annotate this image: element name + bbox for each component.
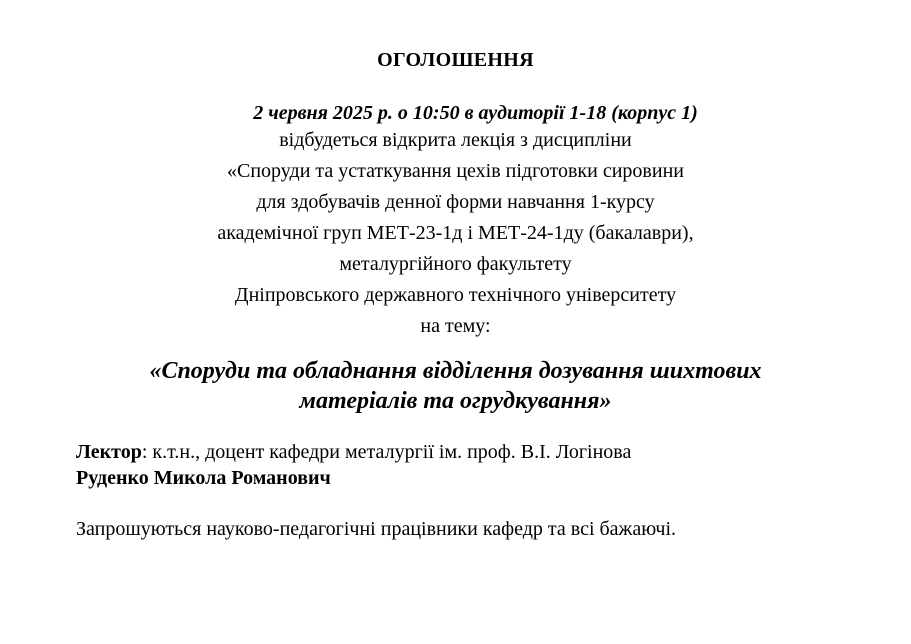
event-date-line: 2 червня 2025 р. о 10:50 в аудиторії 1-18 (корпус 1) (253, 102, 698, 124)
lector-info (76, 440, 631, 465)
event-description (0, 125, 911, 342)
description-line: Дніпровського державного технічного університету (234, 284, 677, 306)
topic-line-1: «Споруди та обладнання відділення дозування шихтових (149, 358, 762, 384)
lecture-topic (0, 356, 911, 416)
lector-name: Руденко Микола Романович (76, 467, 331, 489)
description-line: для здобувачів денної форми навчання 1-курсу (256, 191, 655, 213)
lector-details: : к.т.н., доцент кафедри металургії ім. проф. В.І. Логінова (141, 441, 632, 463)
description-line: відбудеться відкрита лекція з дисципліни (279, 129, 632, 151)
description-line: «Споруди та устаткування цехів підготовки сировини (227, 160, 684, 182)
announcement-title: ОГОЛОШЕННЯ (377, 49, 534, 71)
lector-label: Лектор (76, 441, 142, 463)
invitation-text: Запрошуються науково-педагогічні працівники кафедр та всі бажаючі. (76, 518, 677, 540)
topic-line-2: матеріалів та огрудкування» (299, 388, 612, 414)
description-line: на тему: (420, 315, 491, 337)
description-line: металургійного факультету (339, 253, 572, 275)
description-line: академічної груп МЕТ-23-1д і МЕТ-24-1ду (бакалаври), (217, 222, 694, 244)
